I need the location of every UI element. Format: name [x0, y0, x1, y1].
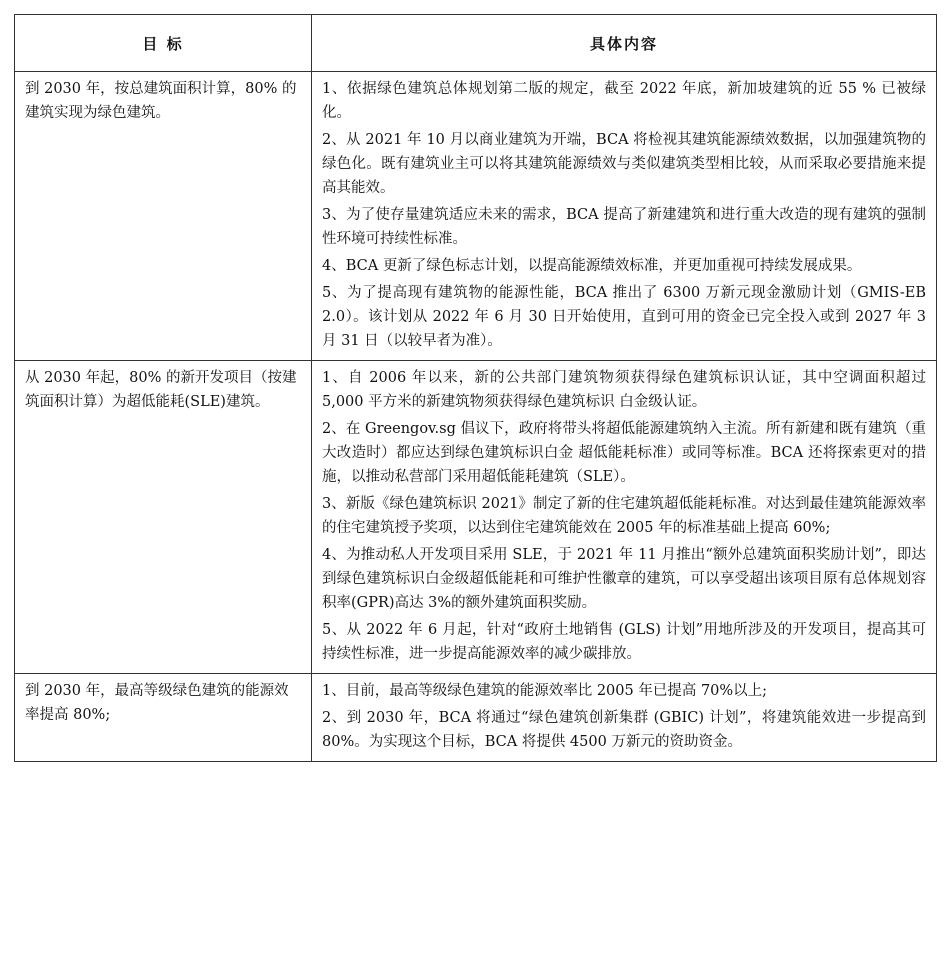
content-item: 2、从 2021 年 10 月以商业建筑为开端，BCA 将检视其建筑能源绩效数据，以加强建筑物的绿色化。既有建筑业主可以将其建筑能源绩效与类似建筑类型相比较，从而采取必要措施来提高其能效。 — [322, 132, 926, 196]
goal-cell: 从 2030 年起，80% 的新开发项目（按建筑面积计算）为超低能耗(SLE)建筑。 — [15, 361, 312, 674]
content-cell — [312, 674, 937, 762]
content-item: 4、BCA 更新了绿色标志计划，以提高能源绩效标准，并更加重视可持续发展成果。 — [322, 258, 862, 274]
content-item: 5、从 2022 年 6 月起，针对“政府土地销售 (GLS) 计划”用地所涉及的开发项目，提高其可持续性标准，进一步提高能源效率的减少碳排放。 — [322, 622, 926, 662]
table-row — [15, 674, 937, 762]
content-item: 1、目前，最高等级绿色建筑的能源效率比 2005 年已提高 70%以上; — [322, 683, 768, 699]
header-content: 具体内容 — [312, 15, 937, 72]
content-item: 4、为推动私人开发项目采用 SLE，于 2021 年 11 月推出“额外总建筑面积奖励计划”，即达到绿色建筑标识白金级超低能耗和可维护性徽章的建筑，可以享受超出该项目原有总体规划容积率(GPR)高达 3%的额外建筑面积奖励。 — [322, 547, 926, 611]
table-row — [15, 361, 937, 674]
content-item: 3、为了使存量建筑适应未来的需求，BCA 提高了新建建筑和进行重大改造的现有建筑的强制性环境可持续性标准。 — [322, 207, 926, 247]
content-item: 3、新版《绿色建筑标识 2021》制定了新的住宅建筑超低能耗标准。对达到最佳建筑能源效率的住宅建筑授予奖项，以达到住宅建筑能效在 2005 年的标准基础上提高 60%; — [322, 496, 926, 536]
goal-cell: 到 2030 年，按总建筑面积计算，80% 的建筑实现为绿色建筑。 — [15, 72, 312, 361]
table-row — [15, 72, 937, 361]
green-building-targets-table — [14, 14, 937, 762]
content-item: 2、到 2030 年，BCA 将通过“绿色建筑创新集群 (GBIC) 计划”，将建筑能效进一步提高到 80%。为实现这个目标，BCA 将提供 4500 万新元的资助资金。 — [322, 710, 926, 750]
goal-cell: 到 2030 年，最高等级绿色建筑的能源效率提高 80%; — [15, 674, 312, 762]
content-item: 5、为了提高现有建筑物的能源性能，BCA 推出了 6300 万新元现金激励计划（GMIS-EB 2.0）。该计划从 2022 年 6 月 30 日开始使用，直到可用的资金已完全投入或到 2027 年 3 月 31 日（以较早者为准）。 — [322, 285, 926, 349]
content-cell — [312, 72, 937, 361]
content-item: 2、在 Greengov.sg 倡议下，政府将带头将超低能源建筑纳入主流。所有新建和既有建筑（重大改造时）都应达到绿色建筑标识白金 超低能耗标准）或同等标准。BCA 还将探索更对的措施，以推动私营部门采用超低能耗建筑（SLE）。 — [322, 421, 926, 485]
content-cell — [312, 361, 937, 674]
table-header-row — [15, 15, 937, 72]
content-item: 1、依据绿色建筑总体规划第二版的规定，截至 2022 年底，新加坡建筑的近 55 % 已被绿化。 — [322, 81, 926, 121]
header-goal: 目 标 — [15, 15, 312, 72]
content-item: 1、自 2006 年以来，新的公共部门建筑物须获得绿色建筑标识认证，其中空调面积超过 5,000 平方米的新建筑物须获得绿色建筑标识 白金级认证。 — [322, 370, 926, 410]
